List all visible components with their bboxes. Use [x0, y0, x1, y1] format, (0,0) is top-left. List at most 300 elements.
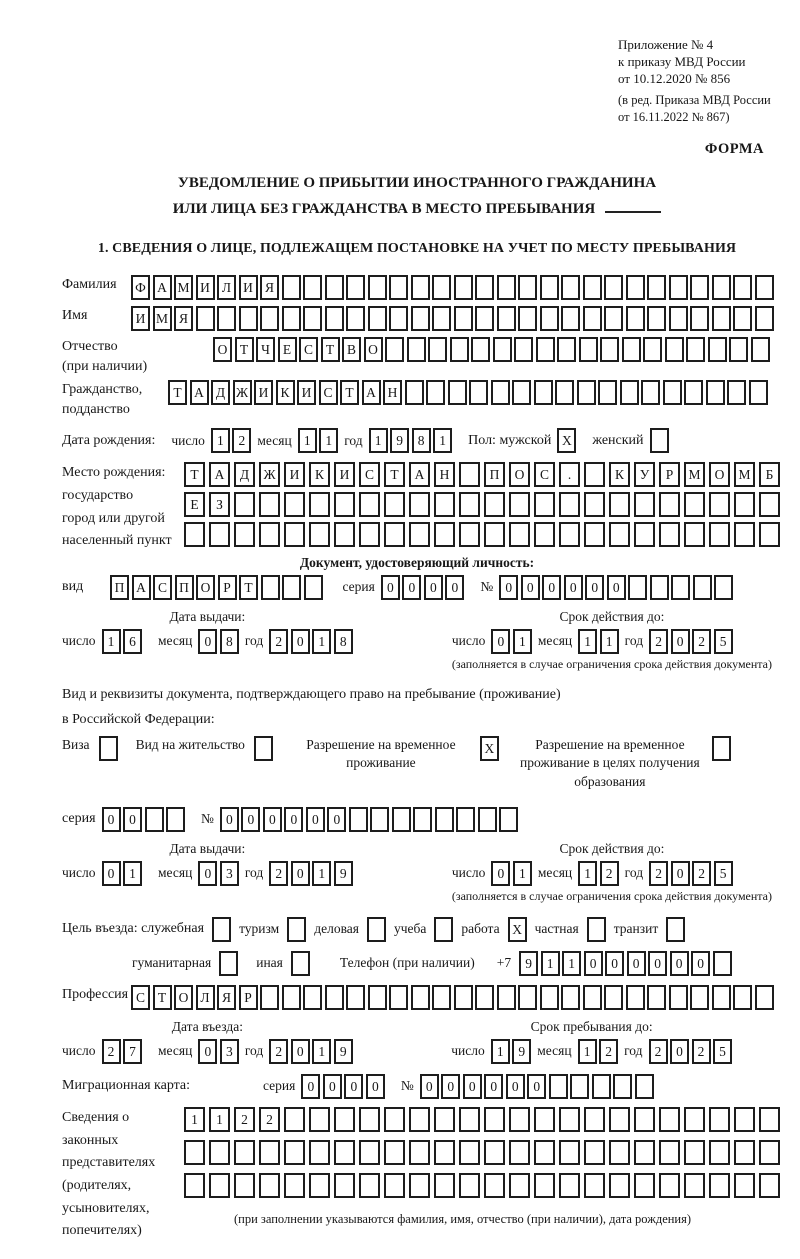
char-box[interactable]	[540, 306, 559, 331]
name-boxes[interactable]	[131, 306, 774, 331]
char-box[interactable]	[434, 1140, 455, 1165]
char-box[interactable]	[411, 985, 430, 1010]
char-box[interactable]	[309, 522, 330, 547]
char-box[interactable]	[634, 1140, 655, 1165]
char-box[interactable]	[304, 575, 323, 600]
char-box[interactable]	[759, 1173, 780, 1198]
char-box[interactable]: 0	[627, 951, 646, 976]
char-box[interactable]	[234, 492, 255, 517]
char-box[interactable]: 9	[512, 1039, 531, 1064]
char-box[interactable]: 0	[241, 807, 260, 832]
visa-checkbox[interactable]	[99, 736, 118, 761]
char-box[interactable]	[282, 575, 301, 600]
char-box[interactable]: 0	[491, 629, 510, 654]
char-box[interactable]	[759, 492, 780, 517]
char-box[interactable]: 2	[692, 861, 711, 886]
char-box[interactable]	[759, 1140, 780, 1165]
char-box[interactable]: 2	[269, 1039, 288, 1064]
char-box[interactable]	[540, 985, 559, 1010]
char-box[interactable]: М	[153, 306, 172, 331]
char-box[interactable]	[99, 736, 118, 761]
char-box[interactable]	[734, 522, 755, 547]
char-box[interactable]: Р	[659, 462, 680, 487]
char-box[interactable]	[584, 522, 605, 547]
char-box[interactable]	[509, 492, 530, 517]
char-box[interactable]	[600, 337, 619, 362]
char-box[interactable]	[239, 306, 258, 331]
char-box[interactable]: 0	[284, 807, 303, 832]
char-box[interactable]: 0	[291, 1039, 310, 1064]
permit-valid-year-boxes[interactable]	[649, 861, 733, 886]
char-box[interactable]	[690, 275, 709, 300]
char-box[interactable]: 2	[649, 1039, 668, 1064]
char-box[interactable]	[209, 1140, 230, 1165]
char-box[interactable]: 1	[211, 428, 230, 453]
char-box[interactable]	[346, 306, 365, 331]
char-box[interactable]	[583, 985, 602, 1010]
char-box[interactable]	[613, 1074, 632, 1099]
char-box[interactable]	[284, 522, 305, 547]
char-box[interactable]	[409, 1140, 430, 1165]
char-box[interactable]: Е	[278, 337, 297, 362]
char-box[interactable]: А	[153, 275, 172, 300]
char-box[interactable]: 1	[541, 951, 560, 976]
char-box[interactable]	[409, 1107, 430, 1132]
char-box[interactable]: 0	[327, 807, 346, 832]
char-box[interactable]: 2	[692, 1039, 711, 1064]
char-box[interactable]: О	[709, 462, 730, 487]
char-box[interactable]: 0	[420, 1074, 439, 1099]
sex-female-checkbox[interactable]	[650, 428, 669, 453]
char-box[interactable]: 5	[714, 629, 733, 654]
char-box[interactable]	[497, 275, 516, 300]
char-box[interactable]	[325, 306, 344, 331]
char-box[interactable]	[733, 275, 752, 300]
char-box[interactable]: О	[196, 575, 215, 600]
char-box[interactable]	[309, 1173, 330, 1198]
purpose-transit-checkbox[interactable]	[666, 917, 685, 942]
char-box[interactable]: Д	[211, 380, 230, 405]
char-box[interactable]: О	[174, 985, 193, 1010]
char-box[interactable]: 2	[269, 629, 288, 654]
char-box[interactable]	[650, 428, 669, 453]
sex-male-checkbox[interactable]	[557, 428, 576, 453]
char-box[interactable]: Д	[234, 462, 255, 487]
char-box[interactable]	[559, 1140, 580, 1165]
char-box[interactable]	[385, 337, 404, 362]
char-box[interactable]	[509, 1107, 530, 1132]
char-box[interactable]: И	[297, 380, 316, 405]
char-box[interactable]	[709, 1107, 730, 1132]
char-box[interactable]	[587, 917, 606, 942]
char-box[interactable]: .	[559, 462, 580, 487]
char-box[interactable]	[434, 522, 455, 547]
char-box[interactable]	[469, 380, 488, 405]
char-box[interactable]: 1	[578, 861, 597, 886]
char-box[interactable]	[557, 337, 576, 362]
char-box[interactable]	[579, 337, 598, 362]
char-box[interactable]: А	[409, 462, 430, 487]
char-box[interactable]	[434, 1173, 455, 1198]
doc-issue-day-boxes[interactable]	[102, 629, 143, 654]
migcard-series-boxes[interactable]	[301, 1074, 385, 1099]
char-box[interactable]	[325, 275, 344, 300]
char-box[interactable]	[592, 1074, 611, 1099]
char-box[interactable]	[749, 380, 768, 405]
char-box[interactable]	[497, 985, 516, 1010]
char-box[interactable]: О	[213, 337, 232, 362]
char-box[interactable]	[407, 337, 426, 362]
char-box[interactable]: 1	[312, 629, 331, 654]
char-box[interactable]	[196, 306, 215, 331]
char-box[interactable]	[555, 380, 574, 405]
char-box[interactable]	[559, 1107, 580, 1132]
char-box[interactable]	[643, 337, 662, 362]
char-box[interactable]	[282, 985, 301, 1010]
char-box[interactable]: 0	[402, 575, 421, 600]
char-box[interactable]	[426, 380, 445, 405]
char-box[interactable]: И	[334, 462, 355, 487]
char-box[interactable]: Т	[184, 462, 205, 487]
char-box[interactable]	[584, 1107, 605, 1132]
char-box[interactable]	[734, 1107, 755, 1132]
char-box[interactable]	[259, 492, 280, 517]
char-box[interactable]: К	[276, 380, 295, 405]
char-box[interactable]: 8	[334, 629, 353, 654]
permit-issue-month-boxes[interactable]	[198, 861, 239, 886]
char-box[interactable]: 0	[607, 575, 626, 600]
char-box[interactable]: П	[175, 575, 194, 600]
char-box[interactable]	[609, 1140, 630, 1165]
char-box[interactable]: С	[299, 337, 318, 362]
char-box[interactable]	[184, 1140, 205, 1165]
purpose-other-checkbox[interactable]	[291, 951, 310, 976]
char-box[interactable]: 0	[366, 1074, 385, 1099]
char-box[interactable]: 0	[484, 1074, 503, 1099]
char-box[interactable]: 5	[714, 861, 733, 886]
char-box[interactable]	[518, 306, 537, 331]
char-box[interactable]: 8	[412, 428, 431, 453]
char-box[interactable]	[734, 492, 755, 517]
char-box[interactable]	[484, 1173, 505, 1198]
char-box[interactable]	[626, 275, 645, 300]
char-box[interactable]: П	[484, 462, 505, 487]
char-box[interactable]	[684, 380, 703, 405]
char-box[interactable]	[727, 380, 746, 405]
char-box[interactable]: Ж	[259, 462, 280, 487]
char-box[interactable]	[309, 1107, 330, 1132]
char-box[interactable]	[454, 985, 473, 1010]
char-box[interactable]	[184, 1173, 205, 1198]
char-box[interactable]: С	[319, 380, 338, 405]
char-box[interactable]: 1	[123, 861, 142, 886]
char-box[interactable]	[534, 380, 553, 405]
char-box[interactable]	[584, 462, 605, 487]
char-box[interactable]	[626, 306, 645, 331]
char-box[interactable]	[540, 275, 559, 300]
doc-issue-year-boxes[interactable]	[269, 629, 353, 654]
char-box[interactable]	[714, 575, 733, 600]
char-box[interactable]: Л	[217, 275, 236, 300]
permit-number-boxes[interactable]	[220, 807, 519, 832]
char-box[interactable]: 0	[499, 575, 518, 600]
char-box[interactable]	[209, 522, 230, 547]
char-box[interactable]: А	[209, 462, 230, 487]
char-box[interactable]: 2	[232, 428, 251, 453]
char-box[interactable]	[254, 736, 273, 761]
patronymic-boxes[interactable]	[213, 337, 770, 362]
char-box[interactable]: 0	[198, 1039, 217, 1064]
purpose-official-checkbox[interactable]	[212, 917, 231, 942]
permit-issue-year-boxes[interactable]	[269, 861, 353, 886]
char-box[interactable]	[647, 985, 666, 1010]
char-box[interactable]	[384, 1173, 405, 1198]
char-box[interactable]	[514, 337, 533, 362]
permit-valid-day-boxes[interactable]	[491, 861, 532, 886]
char-box[interactable]: 1	[184, 1107, 205, 1132]
char-box[interactable]	[690, 985, 709, 1010]
char-box[interactable]: В	[342, 337, 361, 362]
char-box[interactable]	[434, 917, 453, 942]
char-box[interactable]: 2	[649, 861, 668, 886]
char-box[interactable]	[291, 951, 310, 976]
char-box[interactable]	[434, 1107, 455, 1132]
char-box[interactable]	[665, 337, 684, 362]
char-box[interactable]	[303, 306, 322, 331]
char-box[interactable]	[684, 1173, 705, 1198]
char-box[interactable]: Б	[759, 462, 780, 487]
char-box[interactable]	[367, 917, 386, 942]
char-box[interactable]	[684, 492, 705, 517]
char-box[interactable]	[635, 1074, 654, 1099]
char-box[interactable]: Н	[383, 380, 402, 405]
char-box[interactable]	[509, 1140, 530, 1165]
char-box[interactable]	[634, 1107, 655, 1132]
char-box[interactable]	[409, 1173, 430, 1198]
char-box[interactable]	[759, 522, 780, 547]
char-box[interactable]	[282, 306, 301, 331]
char-box[interactable]	[570, 1074, 589, 1099]
char-box[interactable]: Т	[340, 380, 359, 405]
char-box[interactable]: 1	[369, 428, 388, 453]
entry-month-boxes[interactable]	[198, 1039, 239, 1064]
char-box[interactable]: 2	[649, 629, 668, 654]
char-box[interactable]	[671, 575, 690, 600]
char-box[interactable]	[325, 985, 344, 1010]
char-box[interactable]	[368, 306, 387, 331]
char-box[interactable]	[534, 1140, 555, 1165]
char-box[interactable]	[733, 985, 752, 1010]
char-box[interactable]	[459, 1173, 480, 1198]
char-box[interactable]	[518, 275, 537, 300]
char-box[interactable]	[584, 1140, 605, 1165]
char-box[interactable]: Т	[235, 337, 254, 362]
char-box[interactable]	[454, 275, 473, 300]
char-box[interactable]	[659, 1140, 680, 1165]
char-box[interactable]	[459, 1107, 480, 1132]
char-box[interactable]: 0	[381, 575, 400, 600]
char-box[interactable]	[709, 1140, 730, 1165]
guardians-row2-boxes[interactable]	[184, 1140, 780, 1165]
char-box[interactable]: Т	[321, 337, 340, 362]
char-box[interactable]: 0	[306, 807, 325, 832]
permit-issue-day-boxes[interactable]	[102, 861, 143, 886]
char-box[interactable]	[411, 306, 430, 331]
stay-day-boxes[interactable]	[491, 1039, 532, 1064]
char-box[interactable]	[628, 575, 647, 600]
char-box[interactable]: 1	[433, 428, 452, 453]
char-box[interactable]: 5	[713, 1039, 732, 1064]
char-box[interactable]	[411, 275, 430, 300]
char-box[interactable]: 2	[599, 1039, 618, 1064]
char-box[interactable]: М	[174, 275, 193, 300]
char-box[interactable]: П	[110, 575, 129, 600]
char-box[interactable]	[712, 275, 731, 300]
char-box[interactable]: 0	[491, 861, 510, 886]
char-box[interactable]: Я	[217, 985, 236, 1010]
char-box[interactable]	[759, 1107, 780, 1132]
char-box[interactable]: 8	[220, 629, 239, 654]
char-box[interactable]	[384, 1140, 405, 1165]
char-box[interactable]	[536, 337, 555, 362]
char-box[interactable]	[484, 1107, 505, 1132]
char-box[interactable]	[509, 522, 530, 547]
char-box[interactable]: 0	[220, 807, 239, 832]
char-box[interactable]	[359, 492, 380, 517]
char-box[interactable]	[212, 917, 231, 942]
char-box[interactable]	[604, 306, 623, 331]
char-box[interactable]: 1	[491, 1039, 510, 1064]
char-box[interactable]	[145, 807, 164, 832]
char-box[interactable]: 1	[578, 629, 597, 654]
char-box[interactable]: А	[132, 575, 151, 600]
char-box[interactable]	[448, 380, 467, 405]
char-box[interactable]	[561, 275, 580, 300]
birth-month-boxes[interactable]	[298, 428, 339, 453]
char-box[interactable]	[559, 1173, 580, 1198]
char-box[interactable]: 0	[102, 807, 121, 832]
char-box[interactable]	[384, 522, 405, 547]
purpose-work-checkbox[interactable]	[508, 917, 527, 942]
char-box[interactable]: Е	[184, 492, 205, 517]
char-box[interactable]: 3	[220, 861, 239, 886]
doc-series-boxes[interactable]	[381, 575, 465, 600]
char-box[interactable]	[712, 736, 731, 761]
char-box[interactable]	[217, 306, 236, 331]
char-box[interactable]	[405, 380, 424, 405]
char-box[interactable]	[475, 306, 494, 331]
char-box[interactable]	[708, 337, 727, 362]
surname-boxes[interactable]	[131, 275, 774, 300]
char-box[interactable]	[534, 1173, 555, 1198]
char-box[interactable]: 0	[584, 951, 603, 976]
char-box[interactable]	[713, 951, 732, 976]
char-box[interactable]	[389, 275, 408, 300]
char-box[interactable]	[234, 522, 255, 547]
char-box[interactable]	[434, 492, 455, 517]
char-box[interactable]	[346, 985, 365, 1010]
char-box[interactable]	[166, 807, 185, 832]
char-box[interactable]	[284, 492, 305, 517]
char-box[interactable]: М	[734, 462, 755, 487]
char-box[interactable]: 1	[578, 1039, 597, 1064]
profession-boxes[interactable]	[131, 985, 774, 1010]
char-box[interactable]	[518, 985, 537, 1010]
doc-issue-month-boxes[interactable]	[198, 629, 239, 654]
char-box[interactable]: Я	[260, 275, 279, 300]
char-box[interactable]	[432, 275, 451, 300]
char-box[interactable]: З	[209, 492, 230, 517]
char-box[interactable]: Р	[218, 575, 237, 600]
char-box[interactable]	[475, 275, 494, 300]
char-box[interactable]	[734, 1140, 755, 1165]
char-box[interactable]: К	[309, 462, 330, 487]
char-box[interactable]	[534, 522, 555, 547]
char-box[interactable]: 0	[691, 951, 710, 976]
char-box[interactable]: 0	[463, 1074, 482, 1099]
char-box[interactable]	[334, 1140, 355, 1165]
char-box[interactable]: 9	[519, 951, 538, 976]
char-box[interactable]	[484, 522, 505, 547]
char-box[interactable]	[684, 522, 705, 547]
char-box[interactable]	[647, 275, 666, 300]
char-box[interactable]	[609, 522, 630, 547]
char-box[interactable]	[626, 985, 645, 1010]
char-box[interactable]: 1	[600, 629, 619, 654]
char-box[interactable]: И	[131, 306, 150, 331]
char-box[interactable]	[484, 492, 505, 517]
char-box[interactable]	[499, 807, 518, 832]
char-box[interactable]: И	[284, 462, 305, 487]
doc-valid-day-boxes[interactable]	[491, 629, 532, 654]
permit-series-boxes[interactable]	[102, 807, 186, 832]
char-box[interactable]	[260, 985, 279, 1010]
char-box[interactable]	[284, 1140, 305, 1165]
birth-day-boxes[interactable]	[211, 428, 252, 453]
char-box[interactable]: О	[364, 337, 383, 362]
char-box[interactable]: 1	[562, 951, 581, 976]
char-box[interactable]	[303, 985, 322, 1010]
char-box[interactable]: 0	[198, 629, 217, 654]
char-box[interactable]: Н	[434, 462, 455, 487]
char-box[interactable]	[359, 522, 380, 547]
char-box[interactable]: 2	[600, 861, 619, 886]
char-box[interactable]	[709, 522, 730, 547]
char-box[interactable]: 0	[424, 575, 443, 600]
birthplace-row2-boxes[interactable]	[184, 492, 780, 517]
char-box[interactable]	[287, 917, 306, 942]
char-box[interactable]	[604, 275, 623, 300]
char-box[interactable]	[368, 275, 387, 300]
char-box[interactable]	[409, 522, 430, 547]
purpose-private-checkbox[interactable]	[587, 917, 606, 942]
char-box[interactable]	[669, 275, 688, 300]
char-box[interactable]: 0	[123, 807, 142, 832]
guardians-row3-boxes[interactable]	[184, 1173, 780, 1198]
char-box[interactable]	[478, 807, 497, 832]
purpose-business-checkbox[interactable]	[367, 917, 386, 942]
guardians-row1-boxes[interactable]	[184, 1107, 780, 1132]
char-box[interactable]	[641, 380, 660, 405]
char-box[interactable]	[598, 380, 617, 405]
char-box[interactable]: Ч	[256, 337, 275, 362]
char-box[interactable]: С	[534, 462, 555, 487]
char-box[interactable]	[309, 1140, 330, 1165]
char-box[interactable]: 0	[445, 575, 464, 600]
char-box[interactable]	[634, 492, 655, 517]
char-box[interactable]	[284, 1173, 305, 1198]
char-box[interactable]	[577, 380, 596, 405]
